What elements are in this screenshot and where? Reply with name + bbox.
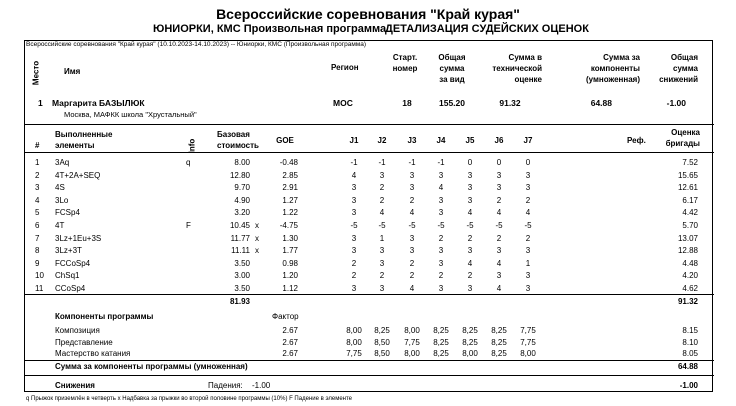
judge-goe-score: -5 <box>408 221 416 230</box>
judge-goe-score: 0 <box>496 158 502 167</box>
total-score-header: Общая сумма за вид <box>438 53 466 84</box>
judge-goe-score: 2 <box>525 195 531 205</box>
judge-component-score: 8,00 <box>346 337 362 347</box>
element-number: 6 <box>35 221 40 230</box>
divider <box>24 360 714 361</box>
judge-goe-score: 2 <box>438 271 444 281</box>
element-base-value: 4.90 <box>234 195 250 205</box>
judge-goe-score: 4 <box>379 208 385 218</box>
skater-region: МОС <box>333 98 353 108</box>
judge-goe-score: 3 <box>351 233 357 243</box>
factor-header: Фактор <box>272 312 299 321</box>
judge-component-score: 8,25 <box>491 337 507 347</box>
judge-component-score: 8,25 <box>462 326 478 335</box>
judge-goe-score: 3 <box>467 246 473 256</box>
element-name: ChSq1 <box>55 271 80 281</box>
table-row <box>0 233 736 246</box>
element-number: 3 <box>35 183 40 193</box>
judge-goe-score: 2 <box>438 233 444 243</box>
element-base-value: 11.11 <box>231 246 250 256</box>
judge-goe-score: 2 <box>379 271 385 281</box>
element-name: 3Lz+1Eu+3S <box>55 233 102 243</box>
pcs-header: Сумма за компоненты (умноженная) <box>586 53 640 84</box>
judge-goe-score: 3 <box>438 258 444 268</box>
element-name: CCoSp4 <box>55 284 86 293</box>
judge-component-score: 8,25 <box>374 326 390 335</box>
component-factor: 2.67 <box>282 349 298 358</box>
judge-goe-score: -1 <box>378 158 386 167</box>
judge-goe-score: 0 <box>525 158 531 167</box>
judge-goe-score: 2 <box>379 183 385 193</box>
judge-component-score: 8,50 <box>374 349 390 358</box>
judge-goe-score: 4 <box>409 284 415 293</box>
judge-component-score: 8,00 <box>404 326 420 335</box>
judge-goe-score: 2 <box>379 195 385 205</box>
component-panel-score: 8.10 <box>682 337 698 347</box>
skater-place: 1 <box>38 98 43 108</box>
component-panel-score: 8.15 <box>682 326 698 335</box>
table-row <box>0 245 736 258</box>
judge-goe-score: 4 <box>525 208 531 218</box>
element-goe: 1.27 <box>282 195 298 205</box>
judge-goe-score: 4 <box>496 258 502 268</box>
element-number: 2 <box>35 170 40 180</box>
skater-pcs: 64.88 <box>590 98 612 108</box>
skater-start-number: 18 <box>402 98 412 108</box>
element-base-value: 8.00 <box>234 158 250 167</box>
judge-goe-score: 3 <box>438 246 444 256</box>
judge-goe-score: 2 <box>496 195 502 205</box>
info-header: Info <box>187 138 197 154</box>
element-panel-score: 13.07 <box>677 233 698 243</box>
place-column-header: Место <box>31 60 41 86</box>
page-title: Всероссийские соревнования "Край курая" <box>216 6 520 22</box>
judge-goe-score: 3 <box>467 284 473 293</box>
element-goe: 2.91 <box>282 183 298 193</box>
table-row <box>0 170 736 183</box>
judge-goe-score: 4 <box>496 284 502 293</box>
component-name: Мастерство катания <box>55 349 131 358</box>
base-value-total: 81.93 <box>229 297 250 306</box>
judge-component-score: 8,00 <box>404 349 420 358</box>
divider <box>24 294 714 295</box>
element-second-half-bonus: x <box>255 221 259 230</box>
name-column-header: Имя <box>64 67 81 76</box>
component-name: Композиция <box>55 326 100 335</box>
judge-goe-score: 3 <box>351 183 357 193</box>
judge-component-score: 8,25 <box>491 349 507 358</box>
component-row <box>0 337 736 349</box>
judge-header: J7 <box>523 136 533 145</box>
panel-score-header: Оценка бригады <box>665 128 700 148</box>
judge-goe-score: 3 <box>467 170 473 180</box>
element-number: 11 <box>35 284 44 293</box>
component-row <box>0 348 736 360</box>
component-row <box>0 325 736 337</box>
judge-goe-score: 2 <box>409 271 415 281</box>
judge-goe-score: 2 <box>351 271 357 281</box>
element-panel-score: 15.65 <box>677 170 698 180</box>
judge-goe-score: 1 <box>379 233 385 243</box>
judge-goe-score: 3 <box>467 195 473 205</box>
judge-goe-score: -5 <box>495 221 503 230</box>
judge-goe-score: 4 <box>467 258 473 268</box>
divider <box>24 124 714 125</box>
element-base-value: 9.70 <box>234 183 250 193</box>
judge-goe-score: -1 <box>408 158 416 167</box>
judge-goe-score: 3 <box>438 284 444 293</box>
region-column-header: Регион <box>331 63 359 72</box>
divider <box>24 375 714 376</box>
element-number: 10 <box>35 271 44 281</box>
judge-goe-score: 3 <box>438 208 444 218</box>
element-goe: 1.22 <box>282 208 298 218</box>
judge-goe-score: 3 <box>525 284 531 293</box>
element-goe: 1.20 <box>282 271 298 281</box>
table-row <box>0 157 736 170</box>
judge-component-score: 8,25 <box>433 349 449 358</box>
judge-goe-score: 3 <box>351 208 357 218</box>
judge-goe-score: 4 <box>351 170 357 180</box>
element-base-value: 3.50 <box>234 284 250 293</box>
element-second-half-bonus: x <box>255 233 259 243</box>
skater-name: Маргарита БАЗЫЛЮК <box>52 98 145 108</box>
table-row <box>0 195 736 208</box>
element-panel-score: 4.48 <box>682 258 698 268</box>
element-panel-score: 6.17 <box>682 195 698 205</box>
judge-component-score: 8,00 <box>520 349 536 358</box>
table-row <box>0 207 736 220</box>
judge-goe-score: 4 <box>438 183 444 193</box>
element-base-value: 3.50 <box>234 258 250 268</box>
skater-deductions: -1.00 <box>666 98 686 108</box>
element-name: FCSp4 <box>55 208 80 218</box>
element-name: 3Aq <box>55 158 70 167</box>
element-panel-score: 12.61 <box>677 183 698 193</box>
element-number: 7 <box>35 233 40 243</box>
table-row <box>0 258 736 271</box>
judge-goe-score: -5 <box>466 221 474 230</box>
judge-goe-score: 3 <box>409 233 415 243</box>
judge-header: J4 <box>436 136 446 145</box>
element-goe: 2.85 <box>282 170 298 180</box>
element-panel-score: 4.62 <box>682 284 698 293</box>
elements-header: Выполненные элементы <box>55 130 113 150</box>
components-sum-value: 64.88 <box>677 362 698 371</box>
judge-goe-score: 3 <box>351 284 357 293</box>
judge-goe-score: 3 <box>496 271 502 281</box>
judge-component-score: 7,75 <box>520 326 536 335</box>
skater-club: Москва, МАФКК школа "Хрустальный" <box>64 110 197 119</box>
table-row <box>0 270 736 283</box>
element-number: 8 <box>35 246 40 256</box>
element-base-value: 3.20 <box>234 208 250 218</box>
judge-goe-score: 3 <box>525 183 531 193</box>
judge-goe-score: -5 <box>350 221 358 230</box>
judge-goe-score: 3 <box>467 183 473 193</box>
element-panel-score: 4.42 <box>682 208 698 218</box>
components-sum-label: Сумма за компоненты программы (умноженная) <box>55 362 248 371</box>
components-title: Компоненты программы <box>55 312 154 321</box>
report-title: ДЕТАЛИЗАЦИЯ СУДЕЙСКИХ ОЦЕНОК <box>385 23 589 35</box>
divider <box>24 152 714 153</box>
element-second-half-bonus: x <box>255 246 259 256</box>
category-title: ЮНИОРКИ, КМС Произвольная программа <box>153 23 387 35</box>
judge-goe-score: 1 <box>525 258 531 268</box>
element-number: 4 <box>35 195 40 205</box>
judge-goe-score: 4 <box>496 208 502 218</box>
judge-goe-score: 3 <box>409 170 415 180</box>
element-number: 5 <box>35 208 40 218</box>
referee-header: Реф. <box>627 136 646 145</box>
element-goe: 1.77 <box>282 246 298 256</box>
judge-header: J3 <box>407 136 417 145</box>
judge-component-score: 8,25 <box>462 337 478 347</box>
judge-component-score: 8,00 <box>346 326 362 335</box>
judge-goe-score: -5 <box>437 221 445 230</box>
judge-goe-score: 3 <box>496 246 502 256</box>
skater-tes: 91.32 <box>499 98 521 108</box>
judge-goe-score: 3 <box>409 246 415 256</box>
judge-goe-score: -5 <box>524 221 532 230</box>
element-info: F <box>186 221 191 230</box>
judge-goe-score: 3 <box>496 183 502 193</box>
element-base-value: 11.77 <box>230 233 250 243</box>
goe-header: GOE <box>276 136 294 145</box>
judge-goe-score: 2 <box>496 233 502 243</box>
component-factor: 2.67 <box>282 337 298 347</box>
judge-goe-score: 0 <box>467 158 473 167</box>
base-value-header: Базовая стоимость <box>217 130 259 150</box>
judge-header: J6 <box>494 136 504 145</box>
falls-value: -1.00 <box>252 381 271 390</box>
footnote: q Прыжок приземлён в четверть x Надбавка за прыжки во второй половине программы (10%) F Падение в элементе <box>26 396 353 402</box>
judge-goe-score: -5 <box>378 221 386 230</box>
judge-goe-score: 3 <box>525 246 531 256</box>
judge-goe-score: 3 <box>409 183 415 193</box>
judge-goe-score: 4 <box>467 208 473 218</box>
judge-goe-score: 3 <box>525 170 531 180</box>
tes-total: 91.32 <box>677 297 698 306</box>
judge-goe-score: 3 <box>351 195 357 205</box>
judge-component-score: 7,75 <box>404 337 420 347</box>
judge-goe-score: -1 <box>437 158 445 167</box>
component-name: Представление <box>55 337 113 347</box>
element-name: 3Lo <box>55 195 69 205</box>
event-line: Всероссийские соревнования "Край курая" (10.10.2023-14.10.2023) -- Юниорки, КМС (Произвольная программа) <box>26 41 367 48</box>
element-number-header: # <box>35 141 40 150</box>
element-name: 4T+2A+SEQ <box>55 170 101 180</box>
falls-label: Падения: <box>208 381 243 390</box>
element-name: 3Lz+3T <box>55 246 82 256</box>
judge-component-score: 8,50 <box>374 337 390 347</box>
judge-goe-score: 2 <box>467 233 473 243</box>
judge-component-score: 8,00 <box>462 349 478 358</box>
judge-goe-score: 2 <box>467 271 473 281</box>
judge-goe-score: 2 <box>409 258 415 268</box>
judge-component-score: 8,25 <box>491 326 507 335</box>
element-name: 4S <box>55 183 65 193</box>
judge-component-score: 8,25 <box>433 326 449 335</box>
element-goe: -4.75 <box>279 221 298 230</box>
judge-goe-score: -1 <box>350 158 358 167</box>
judge-goe-score: 3 <box>379 258 385 268</box>
judge-goe-score: 3 <box>438 170 444 180</box>
table-row <box>0 220 736 233</box>
element-base-value: 12.80 <box>229 170 250 180</box>
judge-goe-score: 3 <box>351 246 357 256</box>
tes-header: Сумма в технической оценке <box>492 53 542 84</box>
judge-header: J2 <box>377 136 387 145</box>
table-row <box>0 182 736 195</box>
judge-header: J1 <box>349 136 359 145</box>
element-base-value: 10.45 <box>229 221 250 230</box>
judge-goe-score: 3 <box>379 246 385 256</box>
element-panel-score: 7.52 <box>682 158 698 167</box>
element-number: 1 <box>35 158 40 167</box>
component-panel-score: 8.05 <box>682 349 698 358</box>
element-panel-score: 12.88 <box>677 246 698 256</box>
judge-header: J5 <box>465 136 475 145</box>
element-panel-score: 4.20 <box>682 271 698 281</box>
judge-goe-score: 2 <box>525 233 531 243</box>
element-base-value: 3.00 <box>234 271 250 281</box>
judge-component-score: 7,75 <box>346 349 362 358</box>
skater-total-score: 155.20 <box>439 98 465 108</box>
element-panel-score: 5.70 <box>682 221 698 230</box>
element-goe: 1.30 <box>282 233 298 243</box>
judge-goe-score: 2 <box>409 195 415 205</box>
judge-component-score: 7,75 <box>520 337 536 347</box>
judge-goe-score: 4 <box>409 208 415 218</box>
element-goe: 0.98 <box>282 258 298 268</box>
deductions-label: Снижения <box>55 381 95 390</box>
element-goe: -0.48 <box>279 158 298 167</box>
deductions-header: Общая сумма снижений <box>659 53 698 84</box>
element-info: q <box>186 158 191 167</box>
component-factor: 2.67 <box>282 326 298 335</box>
deductions-total: -1.00 <box>679 381 698 390</box>
judge-component-score: 8,25 <box>433 337 449 347</box>
element-name: 4T <box>55 221 65 230</box>
judge-goe-score: 3 <box>379 170 385 180</box>
judge-goe-score: 3 <box>496 170 502 180</box>
start-number-header: Старт. номер <box>392 53 418 73</box>
element-name: FCCoSp4 <box>55 258 91 268</box>
judge-goe-score: 3 <box>438 195 444 205</box>
element-goe: 1.12 <box>282 284 298 293</box>
judge-goe-score: 3 <box>379 284 385 293</box>
judge-goe-score: 3 <box>525 271 531 281</box>
judge-goe-score: 2 <box>351 258 357 268</box>
element-number: 9 <box>35 258 40 268</box>
